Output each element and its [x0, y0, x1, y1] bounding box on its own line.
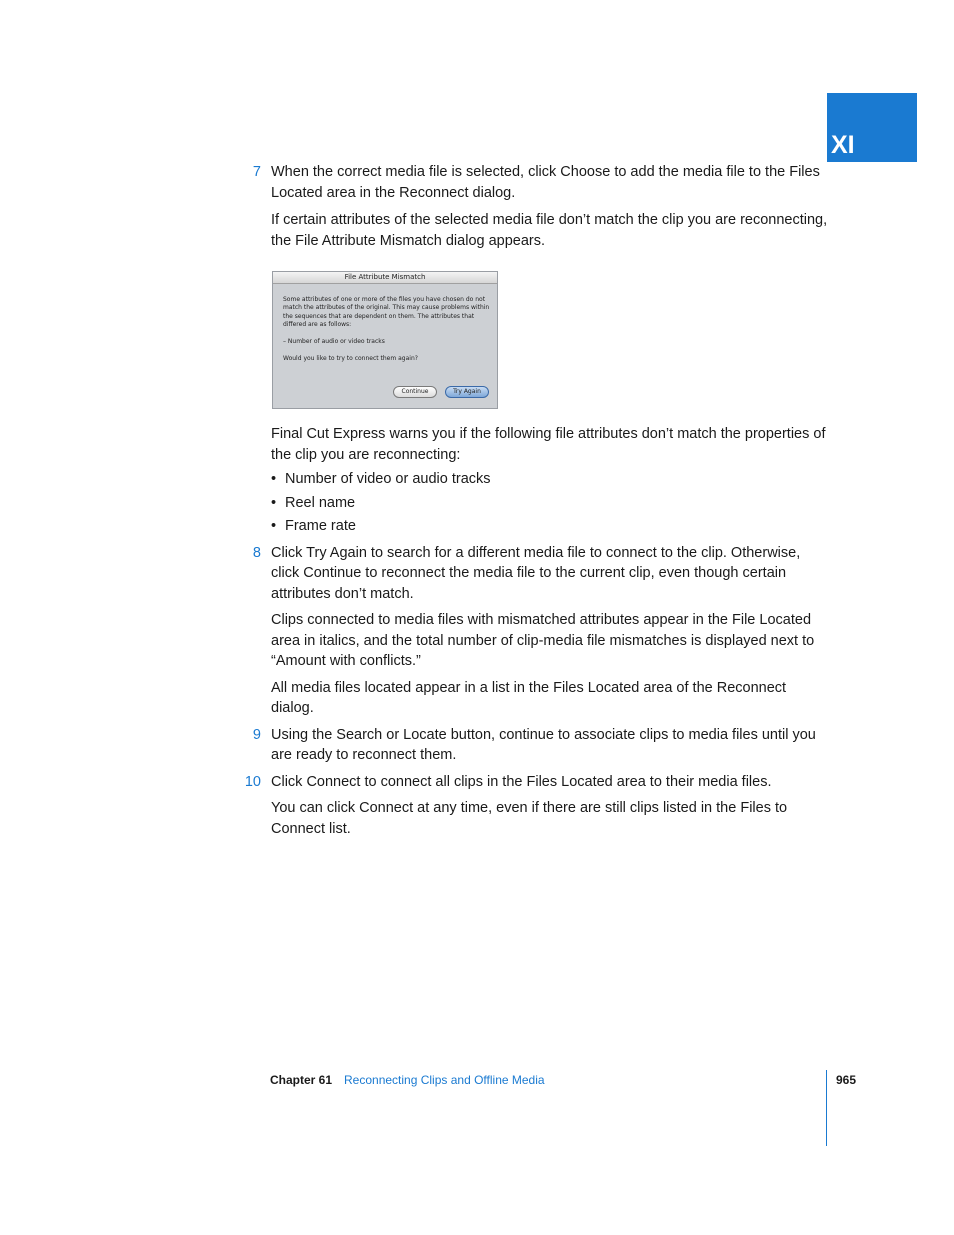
step-number: 9: [252, 726, 261, 743]
list-item-text: Number of video or audio tracks: [285, 471, 491, 487]
footer-chapter: Chapter 61: [270, 1073, 333, 1087]
dialog-message-area: [283, 296, 491, 372]
list-item-text: Frame rate: [285, 518, 356, 534]
footer-divider: [826, 1070, 827, 1146]
list-item: [271, 469, 831, 490]
dialog-message: Some attributes of one or more of the files you have chosen do not match the attributes of the original. This may cause problems within the sequences that are dependent on them. The attributes that differed are as follows:: [283, 296, 490, 329]
page-number: 965: [836, 1073, 857, 1087]
section-tab: [827, 93, 917, 162]
dialog-question: Would you like to try to connect them again?: [283, 354, 418, 362]
step-8-note-1: Clips connected to media files with mismatched attributes appear in the File Located area in italics, and the total number of clip-media file mismatches is displayed next to “Amount with conflicts.”: [271, 612, 815, 669]
page-content: [244, 162, 831, 839]
step-number: 8: [252, 544, 261, 561]
step-7: [252, 162, 831, 203]
continue-button[interactable]: Continue: [393, 386, 437, 398]
step-text: Click Try Again to search for a different media file to connect to the clip. Otherwise, click Continue to reconnect the media file to the current clip, even though certain attributes don’t match.: [271, 544, 801, 602]
list-item: [271, 516, 831, 537]
step-9: [252, 725, 831, 766]
step-text: Using the Search or Locate button, continue to associate clips to media files until you are ready to reconnect them.: [271, 726, 816, 763]
step-text: Click Connect to connect all clips in the Files Located area to their media files.: [271, 773, 772, 790]
footer-chapter-title: Reconnecting Clips and Offline Media: [344, 1073, 545, 1087]
step-8: [252, 543, 831, 605]
list-item: [271, 493, 831, 514]
step-7-note: If certain attributes of the selected media file don’t match the clip you are reconnecting, the File Attribute Mismatch dialog appears.: [271, 212, 828, 249]
bullet-glyph: •: [271, 494, 277, 511]
step-number: 10: [244, 773, 261, 790]
step-8-note-2: All media files located appear in a list in the Files Located area of the Reconnect dialog.: [271, 679, 787, 716]
dialog-title: File Attribute Mismatch: [273, 272, 497, 284]
step-text: When the correct media file is selected, click Choose to add the media file to the Files Located area in the Reconnect dialog.: [271, 164, 820, 201]
file-attribute-mismatch-dialog: [272, 271, 498, 409]
dialog-figure: [271, 264, 831, 424]
bullet-glyph: •: [271, 518, 277, 534]
try-again-button[interactable]: Try Again: [445, 386, 489, 398]
list-item-text: Reel name: [285, 494, 356, 511]
step-number: 7: [252, 164, 261, 180]
step-10: [244, 772, 831, 793]
warning-intro: Final Cut Express warns you if the following file attributes don’t match the properties of the clip you are reconnecting:: [271, 426, 826, 463]
dialog-mismatch-item: – Number of audio or video tracks: [283, 338, 385, 346]
bullet-glyph: •: [271, 471, 277, 487]
attribute-list: [271, 469, 831, 537]
section-tab-label: XI: [831, 131, 855, 159]
step-10-note: You can click Connect at any time, even if there are still clips listed in the Files to Connect list.: [271, 800, 788, 837]
